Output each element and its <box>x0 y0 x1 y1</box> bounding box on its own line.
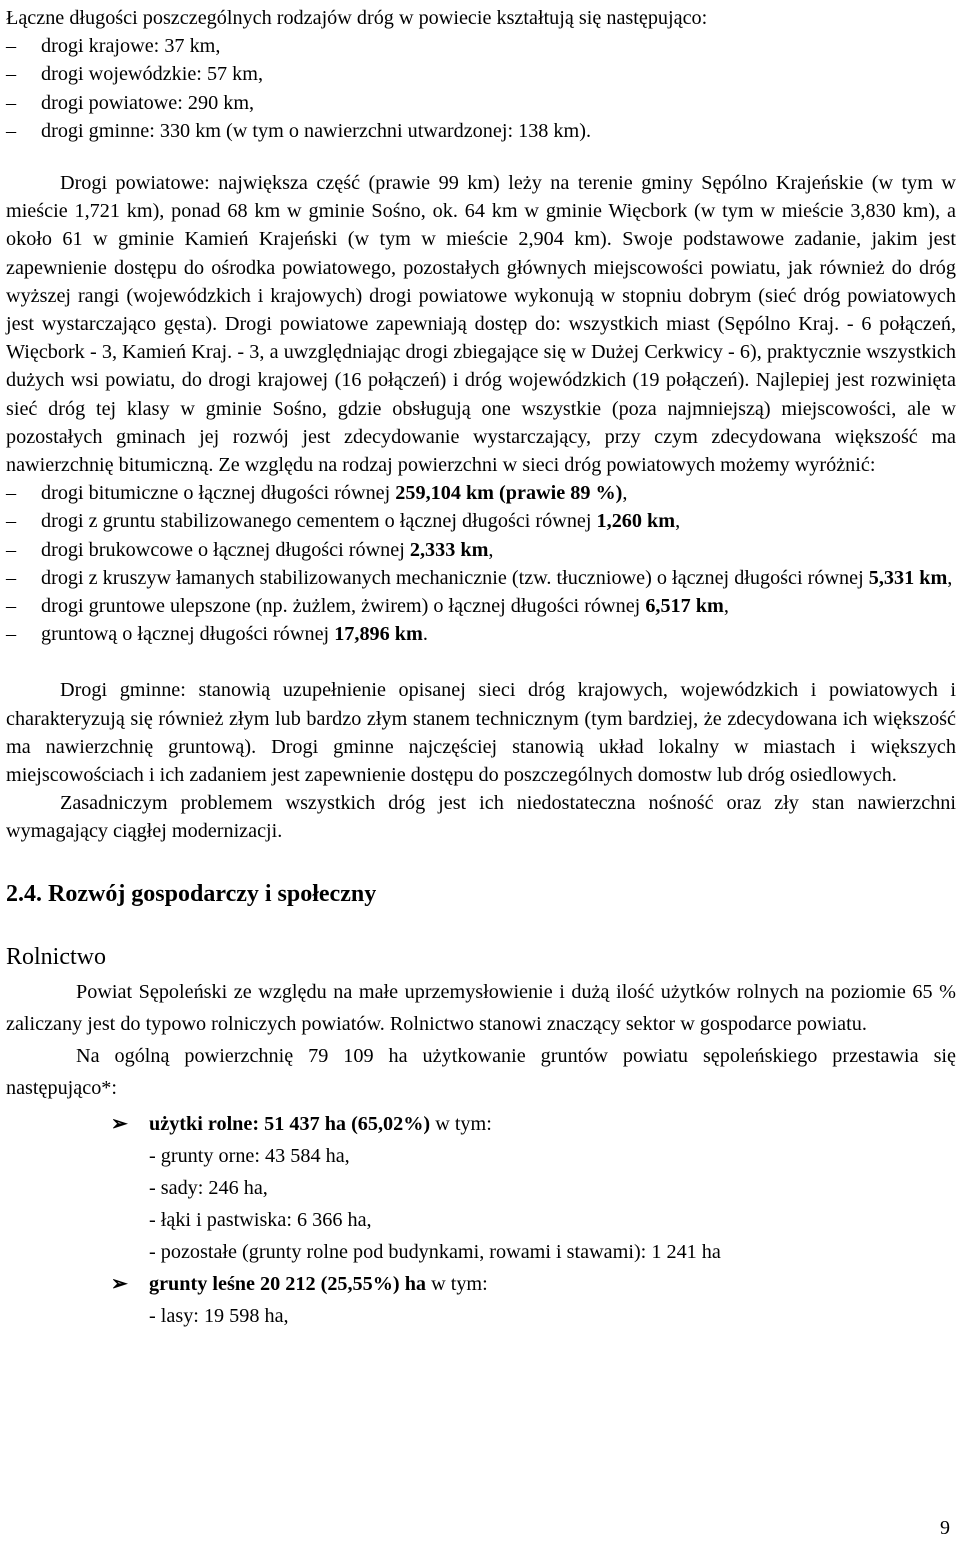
page-number: 9 <box>940 1516 950 1539</box>
land-use-list <box>6 1108 956 1332</box>
dash-bullet: – <box>6 35 17 58</box>
list-item: - lasy: 19 598 ha, <box>149 1304 289 1327</box>
gminne-paragraph: Drogi gminne: stanowią uzupełnienie opisanej sieci dróg krajowych, wojewódzkich i powiatowych i charakteryzują się również złym lub bardzo złym stanem technicznym (tym bardziej, że zdecydowana ich większość ma nawierzchnię gruntową). Drogi gminne najczęściej stanowią układ lokalny w miastach i większych miejscowościach i ich zadaniem jest zapewnienie dostępu do poszczególnych domostw lub dróg osiedlowych. <box>6 679 956 787</box>
list-item: – drogi bitumiczne o łącznej długości równej 259,104 km (prawie 89 %), <box>6 479 956 507</box>
list-item: – drogi gruntowe ulepszone (np. żużlem, żwirem) o łącznej długości równej 6,517 km, <box>6 592 956 620</box>
section-heading: 2.4. Rozwój gospodarczy i społeczny <box>6 880 377 907</box>
intro-line: Łączne długości poszczególnych rodzajów dróg w powiecie kształtują się następująco: <box>6 7 708 29</box>
dash-bullet: – <box>6 566 17 589</box>
surface-types-list <box>6 479 956 648</box>
list-item: – drogi gminne: 330 km (w tym o nawierzchni utwardzonej: 138 km). <box>6 117 956 145</box>
list-item: - pozostałe (grunty rolne pod budynkami, rowami i stawami): 1 241 ha <box>149 1240 721 1263</box>
list-item: – drogi z kruszyw łamanych stabilizowanych mechanicznie (tzw. tłuczniowe) o łącznej długości równej 5,331 km, <box>6 564 956 592</box>
list-item: – drogi z gruntu stabilizowanego cementem o łącznej długości równej 1,260 km, <box>6 507 956 535</box>
rolnictwo-paragraph-1: Powiat Sępoleński ze względu na małe uprzemysłowienie i dużą ilość użytków rolnych na poziomie 65 % zaliczany jest do typowo rolniczych powiatów. Rolnictwo stanowi znaczący sektor w gospodarce powiatu. <box>6 980 956 1035</box>
list-item: - łąki i pastwiska: 6 366 ha, <box>149 1208 372 1231</box>
list-item: – drogi powiatowe: 290 km, <box>6 89 956 117</box>
dash-bullet: – <box>6 595 17 618</box>
problem-paragraph: Zasadniczym problemem wszystkich dróg jest ich niedostateczna nośność oraz zły stan nawierzchni wymagający ciągłej modernizacji. <box>6 792 956 843</box>
dash-bullet: – <box>6 119 17 142</box>
list-item: – drogi wojewódzkie: 57 km, <box>6 60 956 88</box>
list-item: ➢ użytki rolne: 51 437 ha (65,02%) w tym: <box>6 1108 956 1140</box>
rolnictwo-paragraph-2: Na ogólną powierzchnię 79 109 ha użytkowanie gruntów powiatu sępoleńskiego przestawia się następująco*: <box>6 1044 956 1099</box>
dash-bullet: – <box>6 482 17 505</box>
dash-bullet: – <box>6 510 17 533</box>
list-item: – drogi krajowe: 37 km, <box>6 32 956 60</box>
subheading-rolnictwo: Rolnictwo <box>6 943 106 970</box>
document-page <box>6 0 956 1332</box>
arrow-bullet-icon: ➢ <box>111 1112 128 1135</box>
list-item: - sady: 246 ha, <box>149 1176 268 1199</box>
road-lengths-list <box>6 32 956 145</box>
powiatowe-paragraph: Drogi powiatowe: największa część (prawie 99 km) leży na terenie gminy Sępólno Krajeńskie (w tym w mieście 1,721 km), ponad 68 km w gminie Sośno, ok. 64 km w gminie Więcbork (w tym w mieście 3,830 km), a około 61 w gminie Kamień Krajeński (w tym w mieście 2,904 km). Swoje podstawowe zadanie, jakim jest zapewnienie dostępu do ośrodka powiatowego, pozostałych głównych miejscowości powiatu, jak również do dróg wyższej rangi (wojewódzkich i krajowych) drogi powiatowe wykonują w stopniu dobrym (sieć dróg powiatowych jest wystarczająco gęsta). Drogi powiatowe zapewniają dostęp do: wszystkich miast (Sępólno Kraj. - 6 połączeń, Więcbork - 3, Kamień Kraj. - 3, a uwzględniając drogi zbiegające się w Dużej Cerkwicy - 6), praktycznie wszystkich dużych wsi powiatu, do drogi krajowej (16 połączeń) i dróg wojewódzkich (19 połączeń). Najlepiej jest rozwinięta sieć dróg tej klasy w gminie Sośno, gdzie obsługują one wszystkie (poza najmniejszą) miejscowości, ale w pozostałych gminach jej rozwój jest zdecydowanie wystarczający, przy czym zdecydowana większość ma nawierzchnię bitumiczną. Ze względu na rodzaj powierzchni w sieci dróg powiatowych możemy wyróżnić: <box>6 172 956 477</box>
dash-bullet: – <box>6 538 17 561</box>
list-item: – gruntową o łącznej długości równej 17,896 km. <box>6 620 956 648</box>
list-item: – drogi brukowcowe o łącznej długości równej 2,333 km, <box>6 536 956 564</box>
dash-bullet: – <box>6 623 17 646</box>
list-item: ➢ grunty leśne 20 212 (25,55%) ha w tym: <box>6 1268 956 1300</box>
dash-bullet: – <box>6 91 17 114</box>
arrow-bullet-icon: ➢ <box>111 1272 128 1295</box>
dash-bullet: – <box>6 63 17 86</box>
list-item: - grunty orne: 43 584 ha, <box>149 1144 350 1167</box>
